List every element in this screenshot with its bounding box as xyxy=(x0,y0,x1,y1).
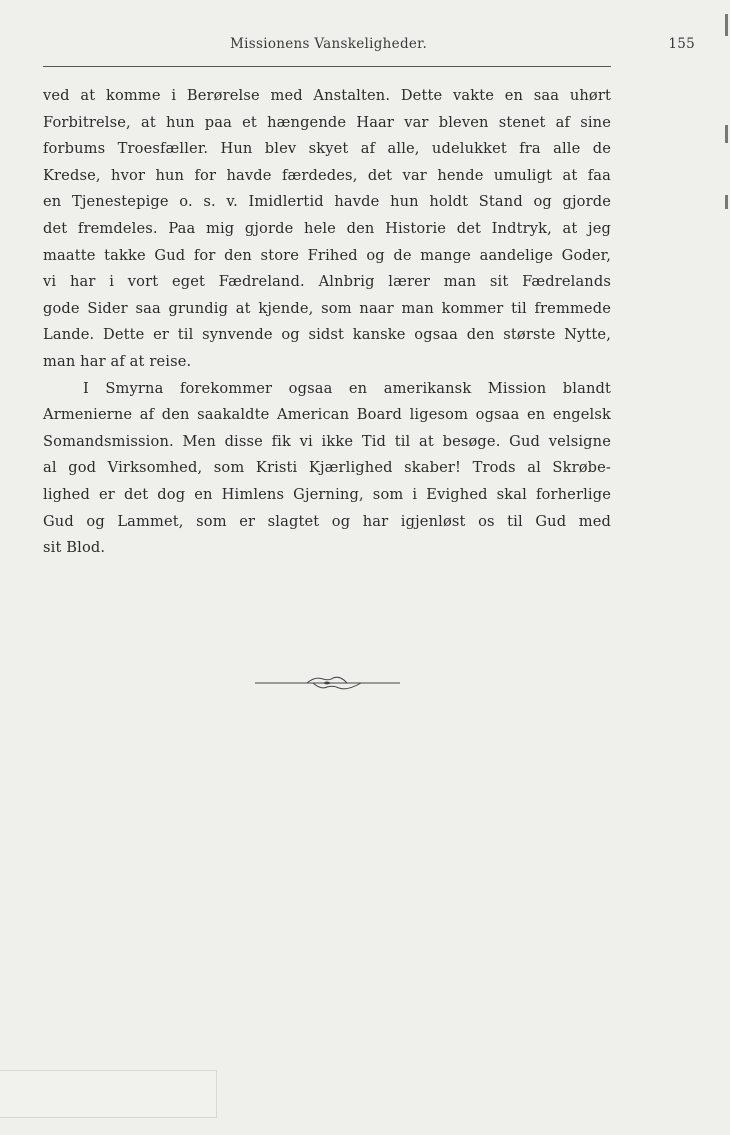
scan-edge-mark xyxy=(725,195,728,209)
text-line: Kredse, hvor hun for havde færdedes, det var hende umuligt at faa xyxy=(43,166,611,184)
text-line: I Smyrna forekommer ogsaa en amerikansk Mission blandt xyxy=(83,379,611,397)
text-line: lighed er det dog en Himlens Gjerning, som i Evighed skal forherlige xyxy=(43,485,611,503)
paragraph-1 xyxy=(43,83,611,376)
running-header xyxy=(43,36,695,58)
paragraph-2 xyxy=(43,376,611,562)
scan-edge-mark xyxy=(725,14,728,36)
running-title: Missionens Vanskeligheder. xyxy=(230,36,428,52)
text-line: vi har i vort eget Fædreland. Alnbrig lærer man sit Fædrelands xyxy=(43,273,611,291)
section-end-ornament-icon xyxy=(255,675,400,695)
text-line: forbums Troesfæller. Hun blev skyet af alle, udelukket fra alle de xyxy=(43,140,611,158)
header-rule xyxy=(43,66,611,67)
text-line: maatte takke Gud for den store Frihed og de mange aandelige Goder, xyxy=(43,246,611,264)
text-line: ved at komme i Berørelse med Anstalten. Dette vakte en saa uhørt xyxy=(43,87,611,104)
text-line: al god Virksomhed, som Kristi Kjærlighed skaber! Trods al Skrøbe- xyxy=(43,459,611,477)
body-text xyxy=(43,83,611,562)
text-line: Gud og Lammet, som er slagtet og har igjenløst os til Gud med xyxy=(43,512,611,530)
scan-corner-block xyxy=(0,1070,217,1118)
scan-edge-mark xyxy=(725,125,728,143)
text-line: sit Blod. xyxy=(43,539,106,557)
text-line: Somandsmission. Men disse fik vi ikke Tid til at besøge. Gud velsigne xyxy=(43,432,611,450)
text-line: en Tjenestepige o. s. v. Imidlertid havde hun holdt Stand og gjorde xyxy=(43,193,611,211)
text-line: Forbitrelse, at hun paa et hængende Haar var bleven stenet af sine xyxy=(43,113,611,131)
page-number: 155 xyxy=(668,36,695,52)
text-line: Armenierne af den saakaldte American Board ligesom ogsaa en engelsk xyxy=(43,406,611,424)
text-line: det fremdeles. Paa mig gjorde hele den Historie det Indtryk, at jeg xyxy=(43,219,611,237)
text-line: gode Sider saa grundig at kjende, som naar man kommer til fremmede xyxy=(43,299,611,317)
text-line: man har af at reise. xyxy=(43,352,192,370)
text-line: Lande. Dette er til synvende og sidst kanske ogsaa den største Nytte, xyxy=(43,326,611,344)
